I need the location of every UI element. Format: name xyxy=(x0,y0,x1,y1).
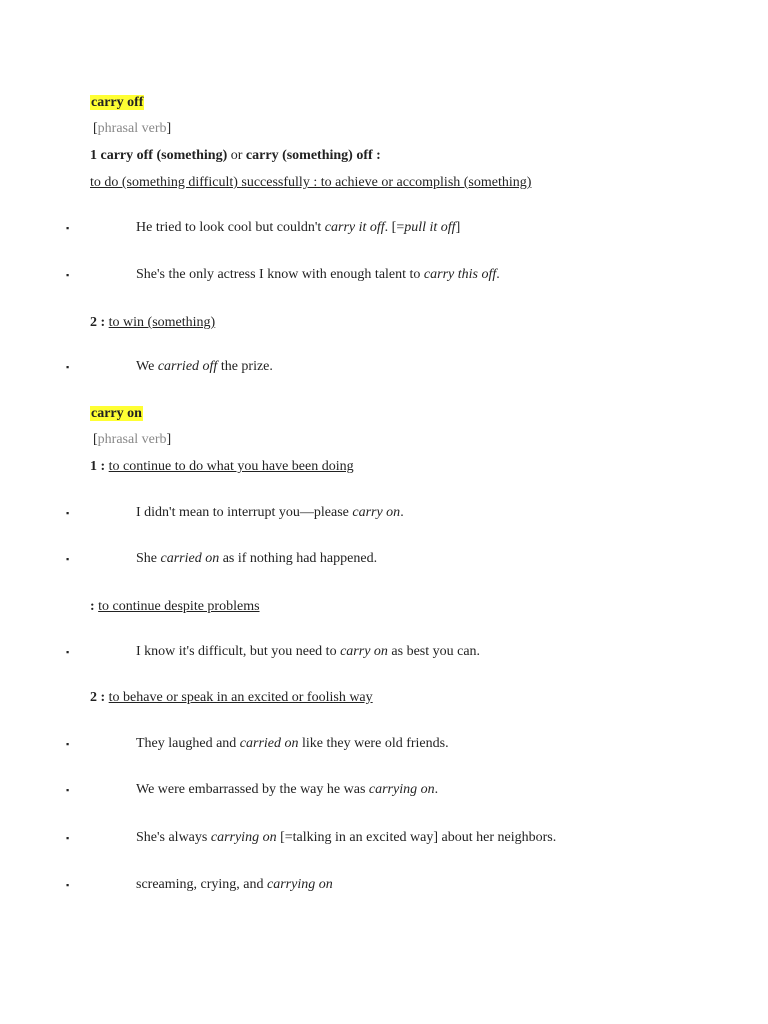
entry-carry-off xyxy=(90,94,144,112)
bullet-icon: ▪ xyxy=(66,508,70,518)
sense-number: 1 xyxy=(90,148,97,163)
sense-number: : xyxy=(90,599,95,614)
example-sentence: He tried to look cool but couldn't carry it off. [=pull it off] xyxy=(136,220,461,235)
part-of-speech: [phrasal verb] xyxy=(93,432,172,447)
example-sentence: She's always carrying on [=talking in an excited way] about her neighbors. xyxy=(136,830,557,845)
headword: carry off xyxy=(91,95,144,110)
bullet-icon: ▪ xyxy=(66,554,70,564)
pos-label: phrasal verb xyxy=(97,432,167,447)
bullet-icon: ▪ xyxy=(66,647,70,657)
sense-2-header xyxy=(90,314,215,332)
definition-text: to behave or speak in an excited or foolish way xyxy=(108,690,373,705)
definition-text: to do (something difficult) successfully : to achieve or accomplish (something) xyxy=(90,175,532,190)
bullet-icon: ▪ xyxy=(66,833,70,843)
or-text: or xyxy=(227,148,246,163)
bullet-icon: ▪ xyxy=(66,880,70,890)
sense-number: 1 : xyxy=(90,459,106,474)
definition-text: to continue despite problems xyxy=(98,599,260,614)
entry-carry-on xyxy=(90,405,143,423)
headword: carry on xyxy=(91,406,142,421)
bullet-icon: ▪ xyxy=(66,785,70,795)
definition-text: to win (something) xyxy=(108,315,216,330)
part-of-speech: [phrasal verb] xyxy=(93,121,172,136)
sense-2-header xyxy=(90,689,373,707)
sense-1b-header xyxy=(90,598,260,616)
definition-text: to continue to do what you have been doing xyxy=(108,459,354,474)
sense-1-header xyxy=(90,147,381,165)
sense-number: 2 : xyxy=(90,315,106,330)
example-sentence: She carried on as if nothing had happened. xyxy=(136,551,378,566)
phrase-variant-b: carry (something) off : xyxy=(245,148,381,163)
example-sentence: I know it's difficult, but you need to carry on as best you can. xyxy=(136,644,481,659)
bullet-icon: ▪ xyxy=(66,362,70,372)
example-sentence: I didn't mean to interrupt you—please carry on. xyxy=(136,505,404,520)
example-sentence: They laughed and carried on like they were old friends. xyxy=(136,736,449,751)
example-sentence: screaming, crying, and carrying on xyxy=(136,877,333,892)
bullet-icon: ▪ xyxy=(66,223,70,233)
sense-number: 2 : xyxy=(90,690,106,705)
example-sentence: We were embarrassed by the way he was carrying on. xyxy=(136,782,439,797)
pos-label: phrasal verb xyxy=(97,121,167,136)
phrase-variant-a: carry off (something) xyxy=(100,148,228,163)
example-sentence: She's the only actress I know with enough talent to carry this off. xyxy=(136,267,500,282)
bullet-icon: ▪ xyxy=(66,270,70,280)
example-sentence: We carried off the prize. xyxy=(136,359,273,374)
sense-1-definition xyxy=(90,174,531,192)
bullet-icon: ▪ xyxy=(66,739,70,749)
sense-1-header xyxy=(90,458,354,476)
